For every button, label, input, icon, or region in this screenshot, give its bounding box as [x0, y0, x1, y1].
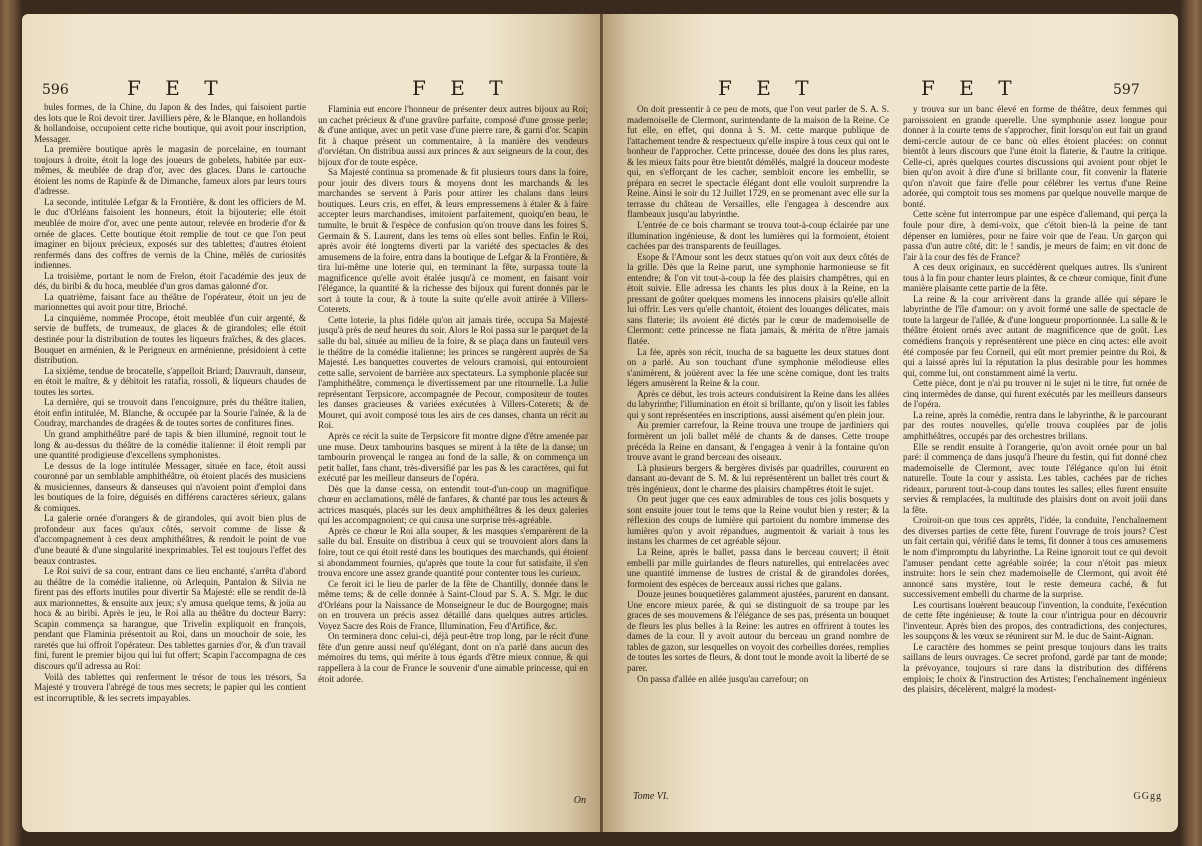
paragraph: Le Roi suivi de sa cour, entrant dans ce lieu enchanté, s'arrêta d'abord au théâtre de la comédie italienne, où Arlequin, Pantalon & Silvia ne firent pas des efforts inutiles pour divertir Sa Majesté: elle se rendit de-là aux marionnettes, & ensuite aux jeux; s'y amusa quelque tems, & joüa au hoca & au biribi. Après le jeu, le Roi alla au théâtre du docteur Barry: Scapin commença sa harangue, que Trivelin expliquoit en françois, pendant que Flaminia présentoit au Roi, dans un mouchoir de soie, les raretés que lui offroit l'opérateur. Des tablettes garnies d'or, & d'un travail fini, furent le premier bijou qui lui fut offert; Scapin l'accompagna de ces discours qu'il adressa au Roi:	[34, 566, 306, 671]
paragraph: La troisième, portant le nom de Frelon, étoit l'académie des jeux de dés, du biribi & du hoca, meublée d'un gros damas galonné d'or.	[34, 270, 306, 292]
paragraph: L'entrée de ce bois charmant se trouva tout-à-coup éclairée par une illumination ingénieuse, & dont les lumières qui la formoient, étoient cachées par des transparents de feuillages.	[627, 220, 889, 252]
right-header	[603, 76, 1178, 102]
paragraph: Le caractère des hommes se peint presque toujours dans les traits saillans de leurs ouvrages. Ce secret profond, gardé par tant de monde; la prévoyance, toujours si rare dans la distribution des différens emplois; le choix & l'instruction des Artistes; l'enchaînement ingénieux des plaisirs, décelèrent, malgré la modest-	[903, 641, 1167, 695]
left-column-1	[34, 102, 306, 822]
left-page-number: 596	[42, 82, 69, 98]
paragraph: La dernière, qui se trouvoit dans l'encoignure, près du théâtre italien, étoit enfin intitulée, M. Blanche, & occupée par la Sourie l'aînée, & la de Coudray, marchandes de dragées & de toutes sortes de confitures fines.	[34, 397, 306, 429]
paragraph: Après ce début, les trois acteurs conduisirent la Reine dans les allées du labyrinthe; l'illumination en étoit si brillante, qu'on y lisoit les fables qui y sont représentées en inscriptions, aussi aisément qu'en plein jour.	[627, 388, 889, 420]
paragraph: La sixième, tendue de brocatelle, s'appelloit Briard; Dauvrault, danseur, en étoit le maître, & y débitoit les ratafia, rossoli, & liqueurs chaudes de toutes les sortes.	[34, 365, 306, 397]
paragraph: Après ce récit la suite de Terpsicore fit montre digne d'être amenée par une muse. Deux tambourins basques se mirent à la tête de la danse; un tambourin provençal le rangea au fond de la salle, & on commença un petit ballet, fans chant, très-diversifié par les pas & les caractères, qui fut exécuté par les meilleur danseurs de l'opéra.	[318, 430, 588, 484]
left-header	[22, 76, 600, 102]
left-running-head-1: F E T	[127, 76, 227, 100]
paragraph: bules formes, de la Chine, du Japon & des Indes, qui faisoient partie des lots que le Roi devoit tirer. Javilliers père, & le Blanque, en hollandois & hollandoise, occupoient cette riche boutique, qui avoit pour inscription, Messager.	[34, 102, 306, 144]
paragraph: La reine & la cour arrivèrent dans la grande allée qui sépare le labyrinthe de l'île d'amour: on y avoit formé une salle de spectacle de toute la largeur de l'allée, & d'une longueur proportionnée. La salle & le théâtre étoient ornés avec autant de magnificence que de goût. Les comédiens françois y représentèrent une pièce en cinq actes: elle avoit été composée par feu Corneil, qui eût mort premier peintre du Roi, & qui a laissé après lui la réputation la plus desirable pour les hommes qui, comme lui, ont constamment aimé la vertu.	[903, 293, 1167, 378]
left-running-head-2: F E T	[412, 76, 512, 100]
paragraph: On passa d'allée en allée jusqu'au carrefour; on	[637, 673, 809, 684]
signature-mark: GGgg	[1133, 791, 1162, 802]
paragraph: On doit pressentir à ce peu de mots, que l'on veut parler de S. A. S. mademoiselle de Clermont, surintendante de la maison de la Reine. Ce fut elle, en effet, qui donna à S. M. cette marque publique de l'attachement tendre & respectueux qu'elle inspire à tous ceux qui ont le bonheur de l'approcher. Cette princesse, douée des dons les plus rares, & les mieux faits pour être bientôt démêlés, malgré la douceur modeste qui, en s'efforçant de les cacher, sembloit encore les embellir, se prépara en secret le spectacle élégant dont elle vouloit surprendre la Reine. Ainsi le soir du 12 Juillet 1729, en se promenant avec elle sur la terrasse du château de Versailles, elle l'engagea à descendre aux flambeaux jusqu'au labyrinthe.	[627, 104, 889, 220]
paragraph: y trouva sur un banc élevé en forme de théâtre, deux femmes qui paroissoient en grande querelle. Une symphonie assez longue pour donner à la courte tems de s'approcher, finit lorsqu'on eut fait un grand demi-cercle autour de ce banc où elles étoient placées: on connut bientôt à leurs discours que l'une étoit la flaterie, & l'autre la critique. Celle-ci, après quelques courtes discussions qui avoient pour objet le bien qu'on avoit à dire d'une si brillante cour, fit convenir la flaterie qu'on n'avoit que faire d'elle pour célébrer les vertus d'une Reine adorée, qui comptoit tous ses momens par quelque nouvelle marque de bonté.	[903, 104, 1167, 209]
left-page	[22, 14, 600, 832]
paragraph: Sa Majesté continua sa promenade & fit plusieurs tours dans la foire, pour jouir des divers tours & moyens dont les marchands & les marchandes se servent à Paris pour attirer les chalans dans leurs boutiques. Leurs cris, en effet, & leurs empressemens à étaler & à faire accepter leurs marchandises, imitoient parfaitement, quoiqu'en beau, le tumulte, le bruit & l'espèce de confusion qu'on trouve dans les foires S. Germain & S. Laurent, dans les tems où elles sont belles. Enfin le Roi, après avoir été longtems diverti par la variété des spectacles & des amusemens de la foire, entra dans la boutique de Lefgar & la Frontière, & tira lui-même une loterie qui, en terminant la fête, surpassa toute la magnificence qu'elle avoit étalée jusqu'à ce moment, en faisant voir l'élégance, la quantité & la richesse des bijoux qui furent donnés par le sort à toute la cour, & à toute la suite qu'elle avoit attirée à Villers-Coterets.	[318, 167, 588, 315]
paragraph: Au premier carrefour, la Reine trouva une troupe de jardiniers qui formèrent un joli ballet mêlé de chants & de danses. Cette troupe précéda la Reine en dansant, & l'engagea à venir à la fontaine qu'on trouve avant le grand berceau des oiseaux.	[627, 420, 889, 463]
paragraph: A ces deux originaux, en succédèrent quelques autres. Ils s'unirent tous à la fin pour chanter leurs plaintes, & ce chœur comique, finit d'une manière plaisante cette partie de la fête.	[903, 262, 1167, 294]
paragraph: La seconde, intitulée Lefgar & la Frontière, & dont les officiers de M. le duc d'Orléans faisoient les honneurs, étoit la bijouterie; elle étoit meublée de moire d'or, avec une pente autour, relevée en broderie d'or & ornée de glaces. Cette boutique étoit remplie de tout ce que l'on peut imaginer en bijoux précieux, exposés sur des tablettes; d'autres étoient renfermés dans des coffres de vernis de la Chine, mêlés de curiosités indiennes.	[34, 196, 306, 271]
paragraph: Après ce chœur le Roi alla souper, & les masques s'emparèrent de la salle du bal. Ensuite on distribua à ceux qui se trouvoient alors dans la foire, tout ce qui étoit resté dans les boutiques des marchands, qui étoient si abondamment fournies, qu'après que toute la cour fut satisfaite, il s'en trouva encore une assez grande quantité pour contenter tous les curieux.	[318, 525, 588, 579]
paragraph: Croiroit-on que tous ces apprêts, l'idée, la conduite, l'enchaînement des diverses parties de cette fête, furent l'ouvrage de trois jours? C'est un fait certain qui, vérifié dans le tems, fit donner à tous ces amusemens le nom d'impromptu du labyrinthe. La Reine ignoroit tout ce qui devoit l'amuser pendant cette agréable soirée; la cour n'étoit pas mieux instruite: hors le sein chez mademoiselle de Clermont, qui avoit été annoncé sans mystère, tout le reste demeura caché, & fut successivement embelli du charme de la surprise.	[903, 515, 1167, 600]
paragraph: Là plusieurs bergers & bergères divisés par quadrilles, coururent en dansant au-devant de S. M. & lui représentèrent un ballet très court & très ingénieux, dont le charme des plaisirs champêtres étoit le sujet.	[627, 462, 889, 494]
paragraph: Le dessus de la loge intitulée Messager, située en face, étoit aussi couronné par un semblable amphithéâtre, où étoient placés des musiciens & musiciennes, danseurs & danseuses qui n'avoient point d'emploi dans les boutiques de la foire, déguisés en différens caractères sérieux, galans & comiques.	[34, 460, 306, 513]
right-running-head-2: F E T	[921, 76, 1021, 100]
volume-label: Tome VI.	[633, 791, 669, 802]
paragraph: La première boutique après le magasin de porcelaine, en tournant toujours à droite, étoit la loge des joueurs de gobelets, habitée par eux-mêmes, & meublée de drap d'or, avec des glaces. Dans le cartouche étoient les noms de Rapinfe & de Dimanche, fameux alors par leurs tours d'adresse.	[34, 144, 306, 197]
paragraph: La galerie ornée d'orangers & de girandoles, qui avoit bien plus de profondeur aux faces qu'aux côtés, servoit comme de lisse & d'accompagnement à ces deux amphithéâtres, & rendoit le point de vue d'une beauté & d'une singularité inexprimables. Tel est toujours l'effet des beaux contrastes.	[34, 513, 306, 566]
right-column-2	[903, 104, 1167, 824]
paragraph: Ce feroit ici le lieu de parler de la fête de Chantilly, donnée dans le même tems; & de celle donnée à Saint-Cloud par S. A. S. Mgr. le duc d'Orléans pour la Naissance de Monseigneur le duc de Bourgogne; mais on en trouvera un précis assez détaillé dans quelques autres articles. Voyez Sacre des Rois de France, Illumination, Feu d'Artifice, &c.	[318, 578, 588, 631]
paragraph: Voilà des tablettes qui renferment le trésor de tous les trésors, Sa Majesté y trouvera l'abrégé de tous mes secrets; le papier qui les contient est incorruptible, & les secrets impayables.	[34, 671, 306, 703]
paragraph: Elle se rendit ensuite à l'orangerie, qu'on avoit ornée pour un bal paré: il commença de dans jusqu'à l'heure du festin, qui fut donné chez mademoiselle de Clermont, avec toute l'élégance qu'on lui étoit naturelle. Toute la cour y assista. Les tables, cachées par de riches rideaux, parurent tout-à-coup dans toutes les salles; elles furent ensuite servies & remplacées, la multitude des plaisirs dont on avoit joüi dans la fête.	[903, 441, 1167, 515]
right-page	[603, 14, 1178, 832]
paragraph: Cette loterie, la plus fidèle qu'on ait jamais tirée, occupa Sa Majesté jusqu'à près de neuf heures du soir. Alors le Roi passa sur le parquet de la salle du bal, située au milieu de la foire, & se plaça dans un fauteuil vers le théâtre de la comédie italienne; les princes se rangèrent auprès de Sa Majesté. Les banquettes couvertes de velours cramoisi, qui entouroient cette salle, servoient de barrière aux spectateurs. La symphonie placée sur l'amphithéâtre, commença le divertissement par une ritournelle. La Julie représentant Terpsicore, accompagnée de Pecour, compositeur de toutes les danses gracieuses & variées exécutées à Villers-Coterets; & de Mouret, qui avoit composé tous les airs de ces danses, chanta un récit au Roi.	[318, 314, 588, 431]
paragraph: Flaminia eut encore l'honneur de présenter deux autres bijoux au Roi; un cachet précieux & d'une gravûre parfaite, composé d'une grosse perle; & d'une antique, avec un petit vase d'une pierre rare, & garni d'or. Scapin fit à chaque présent un commentaire, à la manière des vendeurs d'orviétan. On distribua aussi aux princes & aux seigneurs de la cour, des bijoux d'or de toute espèce.	[318, 104, 588, 167]
paragraph: On peut juger que ces eaux admirables de tous ces jolis bosquets y sont ensuite jouer tout le tems que la Reine voulut bien y rester; & la réflexion des coups de lumière qui partoient du nombre immense des lumières qu'on y avoit répandues, augmentoit & variait à tous les instans les charmes de cet agréable séjour.	[627, 494, 889, 547]
paragraph: Cette scène fut interrompue par une espèce d'allemand, qui perça la foule pour dire, à demi-voix, que c'étoit bien-là la peine de tant dépenser en lumières, pour ne faire voir que de l'eau. Un garçon qui passa d'un autre côté, dit: le ! sandis, je meurs de faim; en vit donc de l'air à la cour des fés de France?	[903, 209, 1167, 262]
paragraph: La Reine, après le ballet, passa dans le berceau couvert; il étoit embelli par mille guirlandes de fleurs naturelles, qui entrelacées avec une quantité immense de lustres de cristal & de girandoles dorées, formoient des espèces de berceaux aussi riches que galans.	[627, 546, 889, 589]
left-column-2	[318, 104, 588, 824]
paragraph: Douze jeunes bouquetières galamment ajustées, parurent en dansant. Une encore mieux parée, & qui se distinguoit de sa troupe par les graces de ses mouvemens & l'élégance de ses pas, présenta un bouquet de fleurs les plus belles à la Reine: les autres en offrirent à toutes les dames de la cour. Il y avoit autour du berceau un grand nombre de tables de gazon, sur lesquelles on voyoit des corbeilles dorées, remplies de toutes les sortes de fleurs, & dont tout le monde avoit la liberté de se parer.	[627, 589, 889, 673]
right-running-head-1: F E T	[718, 76, 818, 100]
paragraph: Esope & l'Amour sont les deux statues qu'on voit aux deux côtés de la grille. Dès que la Reine parut, une symphonie harmonieuse se fit entendre; & l'on vit tout-à-coup la fée des plaisirs champêtres, qui en étoit suivie. Elle adressa les chants les plus doux à la Reine, en la pressant de goûter quelques momens les innocens plaisirs qu'elle alloit lui offrir. Les vers qu'elle chantoit, étoient des louanges délicates, mais sans flaterie; ils avoient été dictés par le cœur de mademoiselle de Clermont: cette princesse ne flata jamais, & mérita de n'être jamais flatée.	[627, 251, 889, 347]
paragraph: Les courtisans louèrent beaucoup l'invention, la conduite, l'exécution de cette fête ingénieuse; & toute la cour n'intrigua pour en découvrir l'inventeur. Après bien des propos, des contradictions, des conjectures, les soupçons & les vœux se réunirent sur M. le duc de Saint-Aignan.	[903, 599, 1167, 642]
right-page-number: 597	[1113, 82, 1140, 98]
paragraph: Un grand amphithéâtre paré de tapis & bien illuminé, regnoit tout le long & au-dessus du théâtre de la comédie italienne: il étoit rempli par une quantité prodigieuse d'excellens symphonistes.	[34, 428, 306, 461]
paragraph: Dès que la danse cessa, on entendit tout-d'un-coup un magnifique chœur en acclamations, mêlé de fanfares, & chanté par tous les acteurs & actrices masqués, placés sur les deux amphithéâtres & les deux galeries qui les accompagnoient; ce qui causa une surprise très-agréable.	[318, 483, 588, 526]
left-catchword: On	[573, 795, 586, 806]
paragraph: On terminera donc celui-ci, déjà peut-être trop long, par le récit d'une fête d'un genre aussi neuf qu'élégant, dont on n'a parlé dans aucun des mémoires du tems, qui mérite à tous égards d'être mieux connue, & qui rappellera à la cour de France le souvenir d'une aimable princesse, qui en étoit adorée.	[318, 631, 588, 684]
paragraph: Cette pièce, dont je n'ai pu trouver ni le sujet ni le titre, fut ornée de cinq intermèdes de danse, qui furent exécutés par les meilleurs danseurs de l'opéra.	[903, 378, 1167, 410]
right-column-1	[627, 104, 889, 824]
paragraph: La reine, après la comédie, rentra dans le labyrinthe, & le parcourant par des routes nouvelles, qu'elle trouva couplées par de jolis amphithéâtres, occupés par des orchestres brillans.	[903, 409, 1167, 441]
paragraph: La quatrième, faisant face au théâtre de l'opérateur, étoit un jeu de marionnettes qui avoit pour titre, Brioché.	[34, 291, 306, 313]
paragraph: La cinquième, nommée Procope, étoit meublée d'un cuir argenté, & servie de buffets, de trumeaux, de glaces & de girandoles; elle étoit destinée pour la distribution de toutes les liqueurs fraîches, & des glaces. Bouquet en arménien, & le Perigneux en arménienne, présidoient à cette distribution.	[34, 312, 306, 366]
paragraph: La fée, après son récit, toucha de sa baguette les deux statues dont on a parlé. Au son touchant d'une symphonie mélodieuse elles s'animèrent, & joüèrent avec la fée une scène comique, dont les traits légers amusèrent la Reine & la cour.	[627, 346, 889, 389]
